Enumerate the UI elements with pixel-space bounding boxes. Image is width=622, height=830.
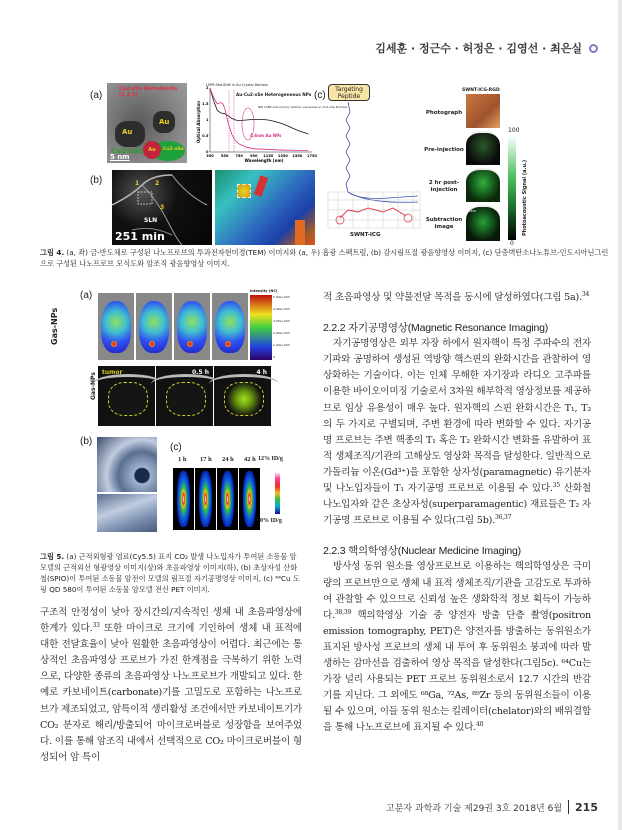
x-tick-label: 350 [206,154,214,158]
fluorescence-image [98,293,134,360]
annotation-hetero-nps: Au-Cu2-xSe Heterogeneous NPs [236,92,312,97]
ultrasound-label: 0.5 h [192,369,209,376]
intro-line [323,290,591,306]
skin-label: skin [469,209,477,213]
footer-divider [568,800,569,814]
pet-body [221,471,234,527]
row-label-gas-nps-top: Gas-NPs [50,307,59,345]
row-label-post-injection: 2 hr post-injection [428,180,460,193]
pet-colorbar [275,472,280,514]
colorbar-max: 100 [508,127,520,134]
panel-label-5c: (c) [170,442,182,453]
x-tick-label: 1750 [306,154,318,158]
tissue-arc [209,374,279,394]
subtraction-image [466,205,500,241]
caption-label: 그림 4. [40,248,65,257]
page-edge [618,0,622,830]
row-label-pre-injection: Pre-injection [424,147,464,153]
paragraph-text: 자기공명영상은 외부 자장 하에서 원자핵이 특정 주파수의 전자기파와 공명하여 생성된 역방향 핵스핀의 완화시간을 관찰하여 영상화하는 기술이다. 이는 인체 무해한 자기장과 라디오 고주파를 이용한 바이오이미징 기술로서 3차원 해부학적 영상정보를 제공하므로 임상 유용성이 매우 높다. 원자핵의 스핀 완화시간은 T₁, T₂의 두 가지로 구별되며, 주변 환경에 따라 변화할 수 있다. 자기공명 프로브는 주변 핵종의 T₁ 혹은 T₂ 완화시간 변화를 유발하여 표적 생체조직/기관의 고해상도 영상화 목적을 달성한다. 일반적으로 가돌리늄 이온(Gd³⁺)을 포함한 상자성(paramagnetic) 유기분자 및 나노입자들이 T₁ 자기공명 프로브로 이용될 수 있다. [323,338,591,495]
intensity-tick-label: 1.00e+003 [273,343,290,347]
pet-body [243,471,256,527]
pet-time-label: 1 h [178,456,187,463]
body-paragraph [40,605,302,766]
column-title: SWNT-ICG-RGD [462,88,500,93]
annotation-au-nps: 4.6nm Au NPs [250,133,282,138]
tumor-spot [111,341,117,347]
pet-image [195,468,216,530]
post-injection-image [466,168,500,202]
x-tick-label: 950 [249,154,258,158]
marker-3: 3 [160,204,165,211]
swnt-icg-label: SWNT-ICG [350,232,381,238]
vessel-orange [295,220,305,245]
ultrasound-label: 4 h [256,369,267,376]
pet-time-label: 17 h [200,456,212,463]
reference: 38,39 [334,608,352,616]
reference: 36,37 [495,514,512,522]
phase-label: Cu2-xSe Berzelianite [1,1,1] [119,86,178,98]
ultrasound-label: tumor [102,369,123,376]
cu-domain-label: Cu2-xSe [163,147,184,152]
paragraph-text: 구조적 안정성이 낮아 장시간의/지속적인 생체 내 초음파영상에 한계가 있다. [40,607,302,635]
left-column [40,605,302,766]
x-tick-label: 750 [235,154,243,158]
pet-image [239,468,260,530]
author-list: 김세훈 · 정근수 · 허정은 · 김영선 · 최은실 [375,42,582,55]
intensity-colorbar [250,295,272,360]
journal-info: 고분자 과학과 기술 제29권 3호 2018년 6월 [386,803,563,814]
fluorescence-image [212,293,248,360]
pet-scale-max: 12% ID/g [258,456,283,462]
time-label: 251 min [115,230,165,243]
page-footer [386,800,598,814]
caption-label: 그림 5. [40,552,65,561]
annotation-nir-lspr: NIR LSPR induced by cationic vacancies in Cu2-xSe Domain [258,105,348,109]
right-column [323,290,591,736]
row-label-photograph: Photograph [425,110,463,116]
mri-paragraph [323,336,591,529]
annotation-lspr-shift: LSPR Red-Shift in Au Crystal Domain [206,83,268,87]
caption-text: (a, 좌) 금-반도체로 구성된 나노프로브의 투과전자현미경(TEM) 이미지와 (a, 우) 흡광 스펙트럼, (b) 감시림프절 광음향영상 이미지, (c) 단층벽탄소나노튜브-인도시아닌그린으로 구성된 나노프로브 모식도와 암조직 광음향영상 이미지. [40,248,609,268]
panel-label-4c: (c) [314,90,326,101]
swnt-icg-structure [328,100,423,230]
ring-icon [589,44,598,53]
sln-roi-box [237,184,251,198]
absorption-chart [196,82,348,164]
marker-1: 1 [135,180,140,187]
pet-time-label: 24 h [222,456,234,463]
pre-injection-image [466,131,500,165]
fluorescence-image [174,293,210,360]
marker-2: 2 [155,180,160,187]
y-tick-label: 1.5 [202,102,209,107]
paragraph-text: 방사성 동위 원소를 영상프로브로 이용하는 핵의학영상은 극미량의 프로브만으로 생체 내 표적 생체조직/기관을 고감도로 투과하여 관찰할 수 있으므로 신뢰성 높은 생화학적 정보 획득이 가능하다. [323,561,591,621]
intensity-tick-label: 4.00e+003 [273,307,290,311]
colorbar-min: 0 [510,240,514,247]
panel-label-5a: (a) [80,290,93,301]
y-tick-label: 1 [205,118,209,123]
paragraph-text: 적 초음파영상 및 약물전달 목적을 동시에 달성하였다(그림 5a). [323,292,582,303]
panel-label-4a: (a) [90,90,103,101]
paragraph-text: 핵의학영상 기술 중 양전자 방출 단층 촬영(positron emission tomography, PET)은 양전자를 방출하는 동위원소가 표지된 방사성 프로브의 생체 내 투여 후 동위원소 붕괴에 따라 발생하는 감마선을 검출하여 영상 목적을 달성한다(그림5c). ⁶⁴Cu는 가장 널리 사용되는 PET 프로브 동위원소로서 12.7 시간의 반감기를 지닌다. 그 외에도 ⁶⁸Ga, ⁷²As, ⁸⁹Zr 등의 동위원소들이 이용될 수 있으며, 이들 동위 원소는 킬레이터(chelator)와의 배위결합을 통해 나노프로브에 표지될 수 있다. [323,609,592,734]
section-heading-nuclear: 2.2.3 핵의학영상(Nuclear Medicine Imaging) [323,545,521,558]
sln-color-image [215,170,315,245]
cu-label: Cu2-xSe [111,147,144,155]
y-tick-label: 0.5 [202,134,209,139]
panel-label-5b: (b) [80,436,93,447]
pet-image [217,468,238,530]
vessel-red [254,175,268,197]
paragraph-text: 또한 마이크로 크기에 기인하여 생체 내 표적에 대한 전달효율이 낮아 원활한 초음파영상이 어렵다. 최근에는 통상적인 초음파영상 프로브가 가진 한계점을 극복하기 위한 노력으로, 다양한 종류의 초음파영상 나노프로브가 개발되고 있다. 한 예로 카보네이트(carbonate)기를 고밀도로 포함하는 나노프로브가 제조되었고, 암특이적 생리활성 조건에서만 카보네이트기가 CO₂ 분자로 해리/방출되어 마이크로버블로 성장함을 보여주었다. 이를 통해 암조직 내에서 선택적으로 CO₂ 마이크로버블이 형성되어 암 특이 [40,623,302,763]
ultrasound-image [98,366,155,426]
au-label: Au [159,118,170,126]
x-tick-label: 1550 [292,154,303,158]
mri-image-top [97,437,157,492]
sln-grayscale-image [112,170,212,245]
intensity-tick-label: 5.00e+003 [273,295,290,299]
sln-label: SLN [144,217,158,224]
intensity-tick-label: 3.00e+003 [273,319,290,323]
tumor-spot [225,341,231,347]
pet-body [177,471,190,527]
ultrasound-image [214,366,271,426]
caption-text: (a) 근적외형광 염료(Cy5.5) 표지 CO₂ 발생 나노입자가 투여된 소동물 암모델의 근적외선 형광영상 이미지(상)와 초음파영상 이미지(하), (b) 초상자성 산화철(SPIO)이 투여된 소동물 암전이 모델의 림프절 자기공명영상 이미지, (c) ⁶⁴Cu 도핑 QD 580이 투여된 소동물 암모델 전신 PET 이미지. [40,552,300,594]
pet-time-label: 42 h [244,456,256,463]
row-label-subtraction: Subtraction image [425,217,463,230]
pet-scale-min: 0% ID/g [260,518,282,524]
scale-bar-label: 5 nm [110,153,130,161]
au-domain-shape: Au [143,141,161,159]
tem-image [107,83,187,163]
intensity-tick-label: 2.00e+003 [273,331,290,335]
panel-label-4b: (b) [90,175,103,186]
colorbar-title: Photoacoustic Signal (a.u.) [522,159,528,236]
nuclear-paragraph [323,559,591,736]
reference: 35 [552,481,560,489]
y-axis-label: Optical Absorption [196,100,201,144]
tumor-spot [187,341,193,347]
intensity-legend-title: Intensity (NC) [250,289,278,293]
nir-highlight-ellipse [242,108,254,140]
targeting-peptide-box: Targeting Peptide [328,84,370,101]
intensity-tick-label: 0 [273,355,275,359]
page-number: 215 [575,800,598,814]
reference: 40 [476,721,484,729]
figure-4-caption [40,247,610,269]
x-tick-label: 1350 [277,154,288,158]
y-tick-label: 2 [205,86,209,91]
mri-image-bottom [97,494,157,532]
pet-image [173,468,194,530]
section-heading-mri: 2.2.2 자기공명영상(Magnetic Resonance Imaging) [323,322,549,335]
reference: 34 [581,290,590,298]
photo-image [466,94,500,128]
row-label-gas-nps-bottom: Gas-NPs [90,372,97,400]
running-header [375,40,598,56]
paragraph-text: 산화철 나노입자와 같은 초상자성(superparamagentic) 재료들은 T₂ 자기공명 프로브로 이용될 수 있다(그림 5b). [323,483,591,527]
ultrasound-image [156,366,213,426]
fluorescence-image [136,293,172,360]
x-tick-label: 1150 [263,154,274,158]
y-tick-label: 0 [205,150,209,155]
x-axis-label: Wavelength (nm) [244,158,284,163]
pet-body [199,471,212,527]
figure-5-caption [40,551,302,595]
reference: 33 [92,621,100,629]
tumor-spot [149,341,155,347]
colorbar-4c [508,135,516,240]
au-label: Au [122,128,133,136]
x-tick-label: 550 [220,154,229,158]
